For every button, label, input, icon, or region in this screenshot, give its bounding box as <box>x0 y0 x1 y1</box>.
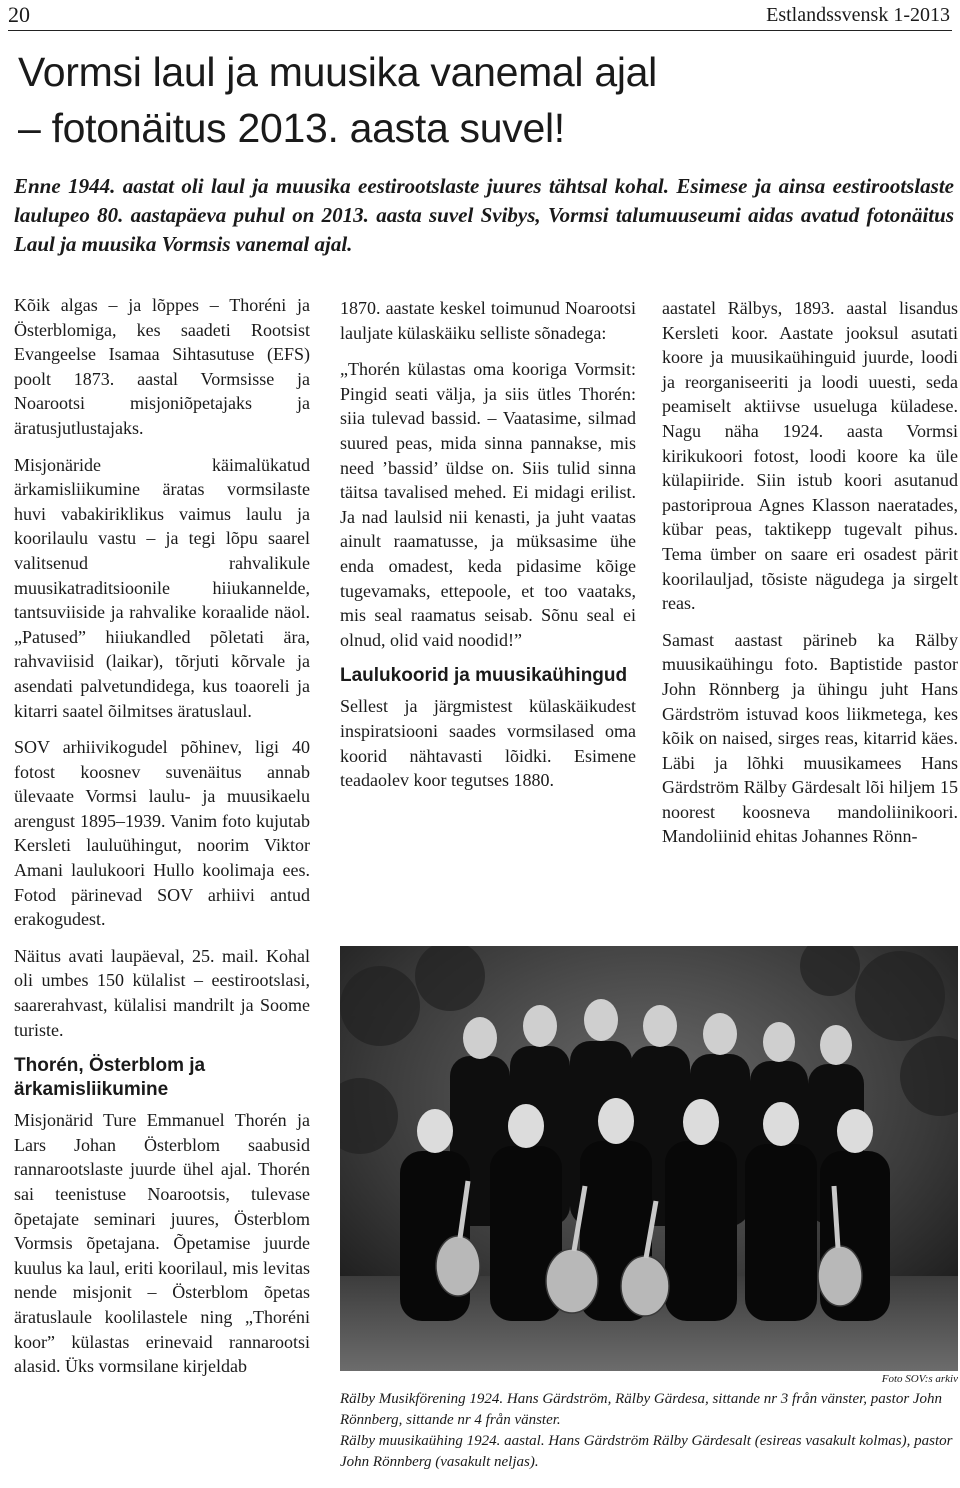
article-title <box>18 44 938 156</box>
caption-swedish: Rälby Musikförening 1924. Hans Gärdström, Rälby Gärdesa, sittande nr 3 från vänster, pastor John Rönnberg, sittande nr 4 från vänster. <box>340 1391 943 1428</box>
paragraph: SOV arhiivikogudel põhinev, ligi 40 fotost koosnev suvenäitus annab ülevaate Vormsi laulu- ja muusikaelu arengust 1895–1939. Vanim foto kujutab Kersleti lauluühingut, noorim Viktor Amani laulukoori Hullo koolimaja ees. Fotod pärinevad SOV arhiivi antud erakogudest. <box>14 737 310 930</box>
paragraph: aastatel Rälbys, 1893. aastal lisandus Kersleti koor. Aastate jooksul asutati koore ja muusikaühinguid juurde, loodi ja reorganiseeriti ja loodi uuesti, seda peamiselt aktiivse usueluga küladese. Nagu näha 1924. aasta Vormsi kirikukoori fotost, loodi koore ka üle külapiiride. Siin istub koori asutanud pastoriproua Agnes Klasson naeratades, kübar peas, taktikepp tugevalt pihus. Tema ümber on saare eri osadest pärit koorilauljad, tõsiste nägudega ja sirgelt reas. <box>662 298 958 614</box>
caption-estonian: Rälby muusikaühing 1924. aastal. Hans Gärdström Rälby Gärdesalt (esireas vasakult kolmas), pastor John Rönnberg (vasakult neljas). <box>340 1433 953 1470</box>
publication-name: Estlandssvensk 1-2013 <box>766 4 950 26</box>
title-line-2: – fotonäitus 2013. aasta suvel! <box>18 105 565 151</box>
page-number: 20 <box>8 2 30 27</box>
column-3 <box>662 296 958 861</box>
photo-caption <box>340 1389 958 1473</box>
section-heading: Thorén, Österblom ja ärkamisliikumine <box>14 1055 206 1101</box>
paragraph: Näitus avati laupäeval, 25. mail. Kohal oli umbes 150 külalist – eestirootslasi, saarerahvast, külalisi mandrilt ja Soome turiste. <box>14 945 310 1040</box>
section-heading: Laulukoorid ja muusikaühingud <box>340 665 628 687</box>
group-photo <box>340 946 958 1371</box>
paragraph: Sellest ja järgmistest külaskäikudest inspiratsiooni saades vormsilased oma koorid nähtavasti lõidki. Esimene teadaolev koor tegutses 1880. <box>340 696 636 791</box>
photo-credit: Foto SOV:s arkiv <box>881 1373 958 1385</box>
group-photo-illustration <box>340 946 958 1371</box>
paragraph: Samast aastast pärineb ka Rälby muusikaühingu foto. Baptistide pastor John Rönnberg ja ühingu juht Hans Gärdström istuvad koos liikmetega, kes kõik on naised, sirges reas, kitarrid käes. Läbi ja lõhki muusikamees Hans Gärdström Rälby Gärdesalt lõi hiljem 15 noorest koosneva mandoliinikoori. Mandoliinid ehitas Johannes Rönn- <box>662 629 958 847</box>
paragraph: Kõik algas – ja lõppes – Thoréni ja Österblomiga, kes saadeti Rootsist Evangeelse Isamaa Sihtasutuse (EFS) poolt 1873. aastal Vormsisse ja Noarootsi misjoniõpetajaks ja äratusjutlustajaks. <box>14 295 310 438</box>
title-line-1: Vormsi laul ja muusika vanemal ajal <box>18 49 657 95</box>
paragraph: Misjonärid Ture Emmanuel Thorén ja Lars Johan Österblom saabusid rannarootslaste juurde ühel ajal. Thorén sai teenistuse Noarootsis, tulevase õpetajate seminari juures, Österblom Vormsis õpetajana. Õpetamise juurde kuulus ka laul, eriti koorilaul, mis levitas nende misjonit – Österblom õpetas äratuslaule koolilastele ning „Thoréni koor” külastas erinevaid rannarootsi alasid. Üks vormsilane kirjeldab <box>14 1110 310 1377</box>
quote-paragraph: „Thorén külastas oma kooriga Vormsit: Pingid seati välja, ja siis ütles Thorén: siia tulevad bassid. – Vaatasime, silmad suured peas, mida sinna pannakse, mis need ’bassid’ üldse on. Siis tulid sinna täitsa tavalised mehed. Ei midagi erilist. Ja nad laulsid nii kenasti, ja juht vaatas ainult raamatusse, ja müksasime ühe enda omadest, keda pidasime kõige tugevamaks, ettepoole, et too vaataks, mis seal raamatus seisab. Sõnu seal ei olnud, olid vaid noodid!” <box>340 359 636 650</box>
article-lead: Enne 1944. aastat oli laul ja muusika eestirootslaste juures tähtsal kohal. Esimese ja ainsa eestirootslaste laulupeo 80. aastapäeva puhul on 2013. aasta suvel Svibys, Vormsi talumuuseumi aidas avatud fotonäitus Laul ja muusika Vormsis vanemal ajal. <box>14 174 954 256</box>
paragraph: Misjonäride käimalükatud ärkamisliikumine äratas vormsilaste huvi vabakiriklikus vaimus laulu ja koorilaulu vastu – ja tegi lõpu saarel valitsenud rahvalikule muusikatraditsioonile hiiukannelde, tantsuviiside ja rahvalike koraalide näol. „Patused” hiiukandled põletati ära, rahvaviisid (laikar), tõrjuti kõrvale ja asendati palvetundidega, kus toaoreli ja kitarri saatel õilmitses äratuslaul. <box>14 454 310 721</box>
header-rule <box>8 30 952 31</box>
column-1 <box>14 293 310 1391</box>
column-2 <box>340 296 636 805</box>
paragraph: 1870. aastate keskel toimunud Noarootsi lauljate külaskäiku selliste sõnadega: <box>340 298 636 343</box>
